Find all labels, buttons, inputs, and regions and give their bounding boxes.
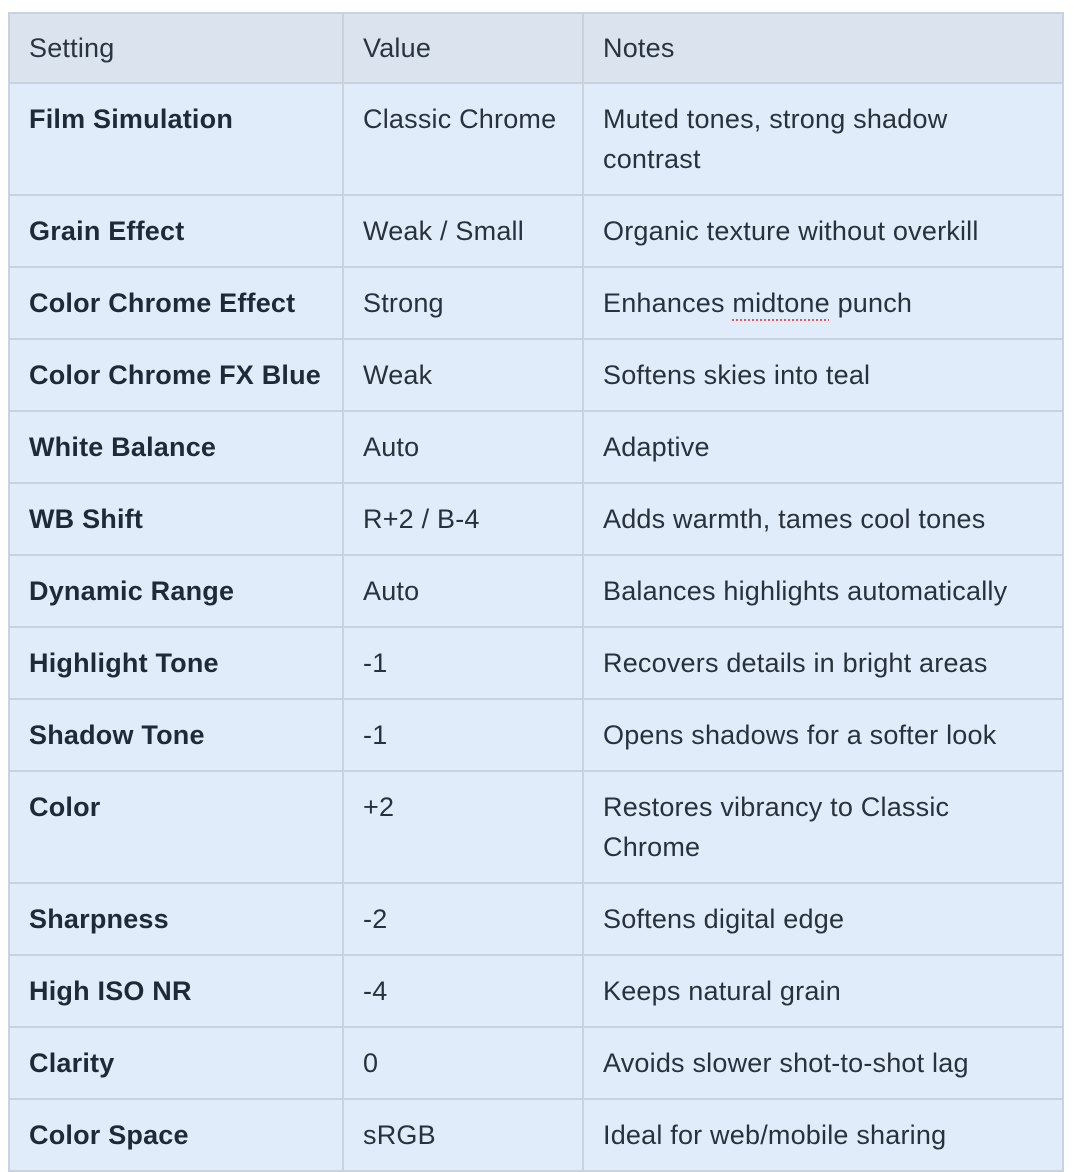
table-row: [9, 883, 1063, 955]
notes-cell: Avoids slower shot-to-shot lag: [583, 1027, 1063, 1099]
setting-cell: WB Shift: [9, 483, 343, 555]
setting-cell: Sharpness: [9, 883, 343, 955]
table-row: [9, 339, 1063, 411]
notes-cell: Organic texture without overkill: [583, 195, 1063, 267]
notes-cell: Balances highlights automatically: [583, 555, 1063, 627]
table-row: [9, 627, 1063, 699]
value-cell: -4: [343, 955, 583, 1027]
value-cell: -1: [343, 627, 583, 699]
setting-cell: Shadow Tone: [9, 699, 343, 771]
value-cell: -2: [343, 883, 583, 955]
table-row: [9, 483, 1063, 555]
notes-cell: [583, 267, 1063, 339]
spellcheck-flagged-word[interactable]: midtone: [732, 288, 830, 318]
table-row: [9, 555, 1063, 627]
value-cell: -1: [343, 699, 583, 771]
value-cell: +2: [343, 771, 583, 883]
setting-cell: Color Space: [9, 1099, 343, 1171]
value-cell: Classic Chrome: [343, 83, 583, 195]
notes-cell: Keeps natural grain: [583, 955, 1063, 1027]
value-cell: Weak: [343, 339, 583, 411]
value-cell: Auto: [343, 411, 583, 483]
value-cell: Weak / Small: [343, 195, 583, 267]
notes-cell: Softens skies into teal: [583, 339, 1063, 411]
setting-cell: Highlight Tone: [9, 627, 343, 699]
notes-cell: Adds warmth, tames cool tones: [583, 483, 1063, 555]
header-value: Value: [343, 13, 583, 83]
table-row: [9, 267, 1063, 339]
table-row: [9, 699, 1063, 771]
value-cell: Auto: [343, 555, 583, 627]
notes-cell: Restores vibrancy to Classic Chrome: [583, 771, 1063, 883]
value-cell: 0: [343, 1027, 583, 1099]
setting-cell: High ISO NR: [9, 955, 343, 1027]
value-cell: R+2 / B-4: [343, 483, 583, 555]
setting-cell: White Balance: [9, 411, 343, 483]
table-row: [9, 411, 1063, 483]
table-row: [9, 1027, 1063, 1099]
notes-cell: Adaptive: [583, 411, 1063, 483]
table-row: [9, 83, 1063, 195]
notes-cell: Opens shadows for a softer look: [583, 699, 1063, 771]
notes-text-end: punch: [829, 288, 913, 318]
table-row: [9, 955, 1063, 1027]
setting-cell: Dynamic Range: [9, 555, 343, 627]
notes-cell: Muted tones, strong shadow contrast: [583, 83, 1063, 195]
table-row: [9, 195, 1063, 267]
settings-table: [8, 12, 1064, 1172]
table-row: [9, 1099, 1063, 1171]
value-cell: sRGB: [343, 1099, 583, 1171]
setting-cell: Grain Effect: [9, 195, 343, 267]
table-row: [9, 771, 1063, 883]
setting-cell: Color: [9, 771, 343, 883]
setting-cell: Color Chrome FX Blue: [9, 339, 343, 411]
notes-cell: Ideal for web/mobile sharing: [583, 1099, 1063, 1171]
header-setting: Setting: [9, 13, 343, 83]
settings-table-container: [8, 12, 1062, 1172]
setting-cell: Color Chrome Effect: [9, 267, 343, 339]
notes-text-start: Enhances: [603, 288, 733, 318]
notes-cell: Softens digital edge: [583, 883, 1063, 955]
notes-cell: Recovers details in bright areas: [583, 627, 1063, 699]
value-cell: Strong: [343, 267, 583, 339]
header-notes: Notes: [583, 13, 1063, 83]
setting-cell: Film Simulation: [9, 83, 343, 195]
table-header-row: [9, 13, 1063, 83]
setting-cell: Clarity: [9, 1027, 343, 1099]
